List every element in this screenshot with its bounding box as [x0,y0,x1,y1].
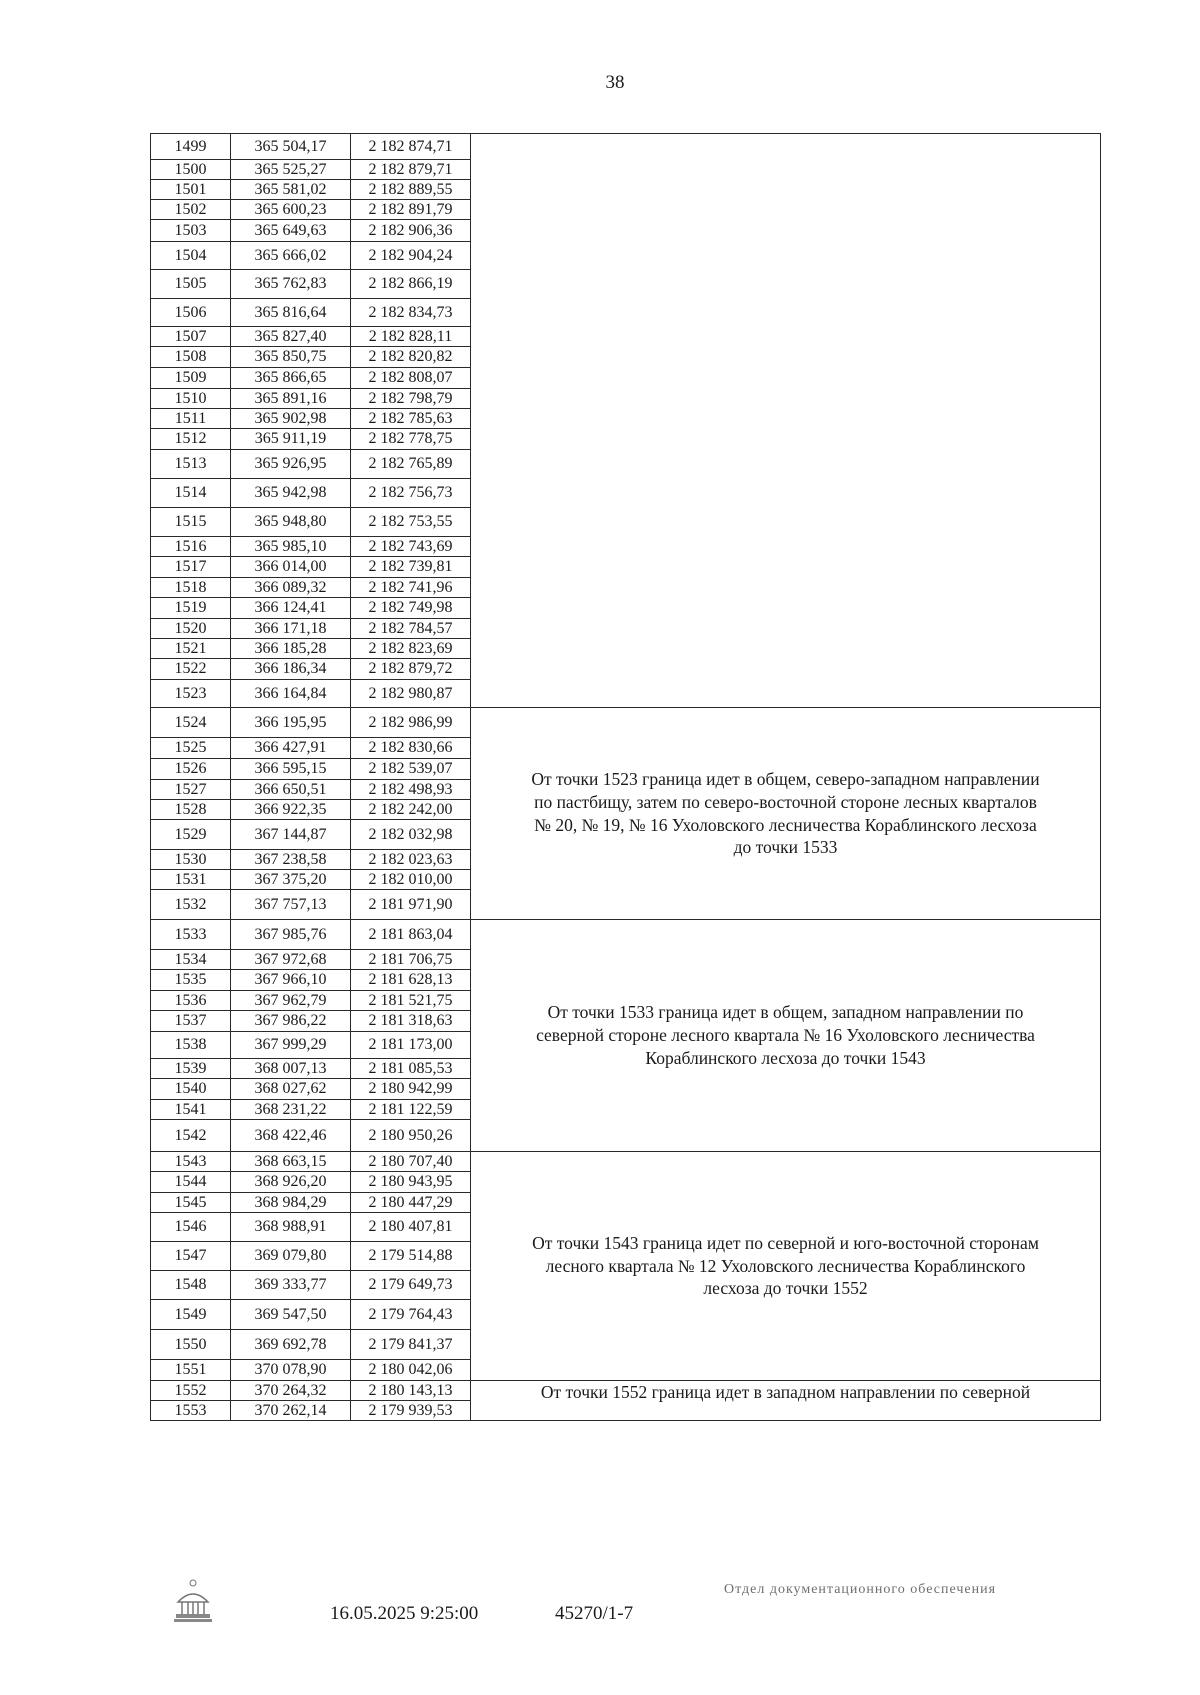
boundary-description-cell: От точки 1552 граница идет в западном направлении по северной [471,1381,1101,1421]
point-number-cell: 1514 [151,479,231,508]
point-number-cell: 1538 [151,1032,231,1059]
x-coordinate-cell: 365 666,02 [231,242,351,270]
point-number-cell: 1510 [151,389,231,409]
y-coordinate-cell: 2 181 318,63 [351,1011,471,1032]
x-coordinate-cell: 366 186,34 [231,659,351,680]
point-number-cell: 1504 [151,242,231,270]
x-coordinate-cell: 365 581,02 [231,180,351,200]
y-coordinate-cell: 2 182 798,79 [351,389,471,409]
x-coordinate-cell: 365 911,19 [231,429,351,450]
x-coordinate-cell: 370 264,32 [231,1381,351,1401]
point-number-cell: 1539 [151,1059,231,1079]
x-coordinate-cell: 365 891,16 [231,389,351,409]
x-coordinate-cell: 369 692,78 [231,1330,351,1360]
x-coordinate-cell: 369 547,50 [231,1300,351,1330]
y-coordinate-cell: 2 182 891,79 [351,200,471,220]
x-coordinate-cell: 368 984,29 [231,1193,351,1213]
x-coordinate-cell: 365 649,63 [231,220,351,242]
boundary-description-cell: От точки 1543 граница идет по северной и юго-восточной сторонам лесного квартала № 12 Ухоловского лесничества Кораблинского лесхоза до точки 1552 [471,1152,1101,1381]
point-number-cell: 1531 [151,870,231,890]
boundary-description-cell: От точки 1533 граница идет в общем, западном направлении по северной стороне лесного квартала № 16 Ухоловского лесничества Кораблинского лесхоза до точки 1543 [471,920,1101,1152]
x-coordinate-cell: 365 600,23 [231,200,351,220]
point-number-cell: 1553 [151,1401,231,1421]
page-number: 38 [605,72,625,93]
point-number-cell: 1549 [151,1300,231,1330]
table-row [151,708,1101,738]
y-coordinate-cell: 2 181 628,13 [351,970,471,991]
point-number-cell: 1537 [151,1011,231,1032]
y-coordinate-cell: 2 181 863,04 [351,920,471,950]
point-number-cell: 1547 [151,1242,231,1271]
x-coordinate-cell: 366 185,28 [231,639,351,659]
table-row [151,134,1101,160]
y-coordinate-cell: 2 182 498,93 [351,780,471,800]
point-number-cell: 1536 [151,991,231,1011]
point-number-cell: 1551 [151,1360,231,1381]
point-number-cell: 1522 [151,659,231,680]
point-number-cell: 1546 [151,1213,231,1242]
point-number-cell: 1526 [151,759,231,780]
y-coordinate-cell: 2 182 010,00 [351,870,471,890]
point-number-cell: 1506 [151,299,231,327]
y-coordinate-cell: 2 179 514,88 [351,1242,471,1271]
x-coordinate-cell: 368 007,13 [231,1059,351,1079]
x-coordinate-cell: 367 985,76 [231,920,351,950]
point-number-cell: 1523 [151,680,231,708]
point-number-cell: 1509 [151,368,231,389]
x-coordinate-cell: 366 595,15 [231,759,351,780]
x-coordinate-cell: 365 504,17 [231,134,351,160]
y-coordinate-cell: 2 182 808,07 [351,368,471,389]
x-coordinate-cell: 366 124,41 [231,598,351,619]
y-coordinate-cell: 2 182 866,19 [351,270,471,299]
boundary-description-cell [471,134,1101,708]
y-coordinate-cell: 2 182 032,98 [351,820,471,850]
point-number-cell: 1503 [151,220,231,242]
y-coordinate-cell: 2 181 971,90 [351,890,471,920]
x-coordinate-cell: 367 144,87 [231,820,351,850]
x-coordinate-cell: 370 262,14 [231,1401,351,1421]
point-number-cell: 1524 [151,708,231,738]
point-number-cell: 1552 [151,1381,231,1401]
boundary-description-cell: От точки 1523 граница идет в общем, северо-западном направлении по пастбищу, затем по северо-восточной стороне лесных кварталов № 20, № 19, № 16 Ухоловского лесничества Кораблинского лесхоза до точки 1533 [471,708,1101,920]
x-coordinate-cell: 368 988,91 [231,1213,351,1242]
x-coordinate-cell: 368 926,20 [231,1172,351,1193]
point-number-cell: 1534 [151,950,231,970]
y-coordinate-cell: 2 182 834,73 [351,299,471,327]
x-coordinate-cell: 370 078,90 [231,1360,351,1381]
table-row [151,920,1101,950]
y-coordinate-cell: 2 182 986,99 [351,708,471,738]
y-coordinate-cell: 2 182 743,69 [351,537,471,557]
y-coordinate-cell: 2 180 943,95 [351,1172,471,1193]
y-coordinate-cell: 2 182 889,55 [351,180,471,200]
x-coordinate-cell: 366 014,00 [231,557,351,578]
y-coordinate-cell: 2 181 122,59 [351,1100,471,1120]
y-coordinate-cell: 2 182 753,55 [351,508,471,537]
x-coordinate-cell: 367 972,68 [231,950,351,970]
y-coordinate-cell: 2 182 879,72 [351,659,471,680]
y-coordinate-cell: 2 182 785,63 [351,409,471,429]
point-number-cell: 1533 [151,920,231,950]
x-coordinate-cell: 367 375,20 [231,870,351,890]
point-number-cell: 1544 [151,1172,231,1193]
point-number-cell: 1512 [151,429,231,450]
x-coordinate-cell: 367 962,79 [231,991,351,1011]
point-number-cell: 1511 [151,409,231,429]
footer-date: 16.05.2025 9:25:00 [330,1603,479,1624]
x-coordinate-cell: 366 427,91 [231,738,351,759]
x-coordinate-cell: 369 333,77 [231,1271,351,1300]
y-coordinate-cell: 2 181 706,75 [351,950,471,970]
table-row [151,1381,1101,1401]
x-coordinate-cell: 366 089,32 [231,578,351,598]
y-coordinate-cell: 2 180 950,26 [351,1120,471,1152]
point-number-cell: 1548 [151,1271,231,1300]
x-coordinate-cell: 367 986,22 [231,1011,351,1032]
point-number-cell: 1532 [151,890,231,920]
x-coordinate-cell: 365 902,98 [231,409,351,429]
point-number-cell: 1527 [151,780,231,800]
y-coordinate-cell: 2 180 942,99 [351,1079,471,1100]
point-number-cell: 1550 [151,1330,231,1360]
point-number-cell: 1528 [151,800,231,820]
table-row [151,1152,1101,1172]
point-number-cell: 1515 [151,508,231,537]
y-coordinate-cell: 2 182 741,96 [351,578,471,598]
point-number-cell: 1541 [151,1100,231,1120]
point-number-cell: 1516 [151,537,231,557]
y-coordinate-cell: 2 179 764,43 [351,1300,471,1330]
y-coordinate-cell: 2 179 841,37 [351,1330,471,1360]
x-coordinate-cell: 367 757,13 [231,890,351,920]
y-coordinate-cell: 2 182 749,98 [351,598,471,619]
y-coordinate-cell: 2 182 980,87 [351,680,471,708]
y-coordinate-cell: 2 182 778,75 [351,429,471,450]
x-coordinate-cell: 368 422,46 [231,1120,351,1152]
y-coordinate-cell: 2 182 823,69 [351,639,471,659]
x-coordinate-cell: 365 816,64 [231,299,351,327]
y-coordinate-cell: 2 182 904,24 [351,242,471,270]
x-coordinate-cell: 368 027,62 [231,1079,351,1100]
y-coordinate-cell: 2 179 939,53 [351,1401,471,1421]
y-coordinate-cell: 2 182 820,82 [351,347,471,368]
point-number-cell: 1542 [151,1120,231,1152]
y-coordinate-cell: 2 182 906,36 [351,220,471,242]
point-number-cell: 1501 [151,180,231,200]
y-coordinate-cell: 2 182 874,71 [351,134,471,160]
x-coordinate-cell: 366 171,18 [231,619,351,639]
x-coordinate-cell: 365 866,65 [231,368,351,389]
x-coordinate-cell: 365 948,80 [231,508,351,537]
emblem-logo [172,1578,214,1624]
x-coordinate-cell: 366 650,51 [231,780,351,800]
point-number-cell: 1507 [151,327,231,347]
x-coordinate-cell: 366 164,84 [231,680,351,708]
point-number-cell: 1535 [151,970,231,991]
x-coordinate-cell: 365 850,75 [231,347,351,368]
y-coordinate-cell: 2 182 023,63 [351,850,471,870]
coordinates-table [150,133,1101,1421]
x-coordinate-cell: 367 999,29 [231,1032,351,1059]
y-coordinate-cell: 2 180 707,40 [351,1152,471,1172]
point-number-cell: 1525 [151,738,231,759]
y-coordinate-cell: 2 180 143,13 [351,1381,471,1401]
point-number-cell: 1517 [151,557,231,578]
y-coordinate-cell: 2 181 521,75 [351,991,471,1011]
point-number-cell: 1518 [151,578,231,598]
y-coordinate-cell: 2 181 173,00 [351,1032,471,1059]
x-coordinate-cell: 365 525,27 [231,160,351,180]
point-number-cell: 1530 [151,850,231,870]
y-coordinate-cell: 2 182 739,81 [351,557,471,578]
x-coordinate-cell: 365 985,10 [231,537,351,557]
point-number-cell: 1545 [151,1193,231,1213]
y-coordinate-cell: 2 180 447,29 [351,1193,471,1213]
y-coordinate-cell: 2 182 539,07 [351,759,471,780]
y-coordinate-cell: 2 180 042,06 [351,1360,471,1381]
point-number-cell: 1520 [151,619,231,639]
x-coordinate-cell: 368 231,22 [231,1100,351,1120]
footer-department-stamp: Отдел документационного обеспечения [723,1582,997,1597]
point-number-cell: 1500 [151,160,231,180]
y-coordinate-cell: 2 182 879,71 [351,160,471,180]
footer-doc-number: 45270/1-7 [555,1603,634,1624]
x-coordinate-cell: 366 195,95 [231,708,351,738]
point-number-cell: 1519 [151,598,231,619]
x-coordinate-cell: 369 079,80 [231,1242,351,1271]
y-coordinate-cell: 2 182 765,89 [351,450,471,479]
x-coordinate-cell: 367 238,58 [231,850,351,870]
point-number-cell: 1529 [151,820,231,850]
y-coordinate-cell: 2 182 242,00 [351,800,471,820]
point-number-cell: 1505 [151,270,231,299]
x-coordinate-cell: 365 762,83 [231,270,351,299]
point-number-cell: 1521 [151,639,231,659]
y-coordinate-cell: 2 180 407,81 [351,1213,471,1242]
point-number-cell: 1508 [151,347,231,368]
x-coordinate-cell: 366 922,35 [231,800,351,820]
y-coordinate-cell: 2 179 649,73 [351,1271,471,1300]
y-coordinate-cell: 2 182 784,57 [351,619,471,639]
y-coordinate-cell: 2 182 828,11 [351,327,471,347]
y-coordinate-cell: 2 182 756,73 [351,479,471,508]
x-coordinate-cell: 365 827,40 [231,327,351,347]
point-number-cell: 1513 [151,450,231,479]
x-coordinate-cell: 365 926,95 [231,450,351,479]
point-number-cell: 1540 [151,1079,231,1100]
y-coordinate-cell: 2 182 830,66 [351,738,471,759]
point-number-cell: 1543 [151,1152,231,1172]
x-coordinate-cell: 365 942,98 [231,479,351,508]
x-coordinate-cell: 367 966,10 [231,970,351,991]
point-number-cell: 1502 [151,200,231,220]
point-number-cell: 1499 [151,134,231,160]
y-coordinate-cell: 2 181 085,53 [351,1059,471,1079]
x-coordinate-cell: 368 663,15 [231,1152,351,1172]
